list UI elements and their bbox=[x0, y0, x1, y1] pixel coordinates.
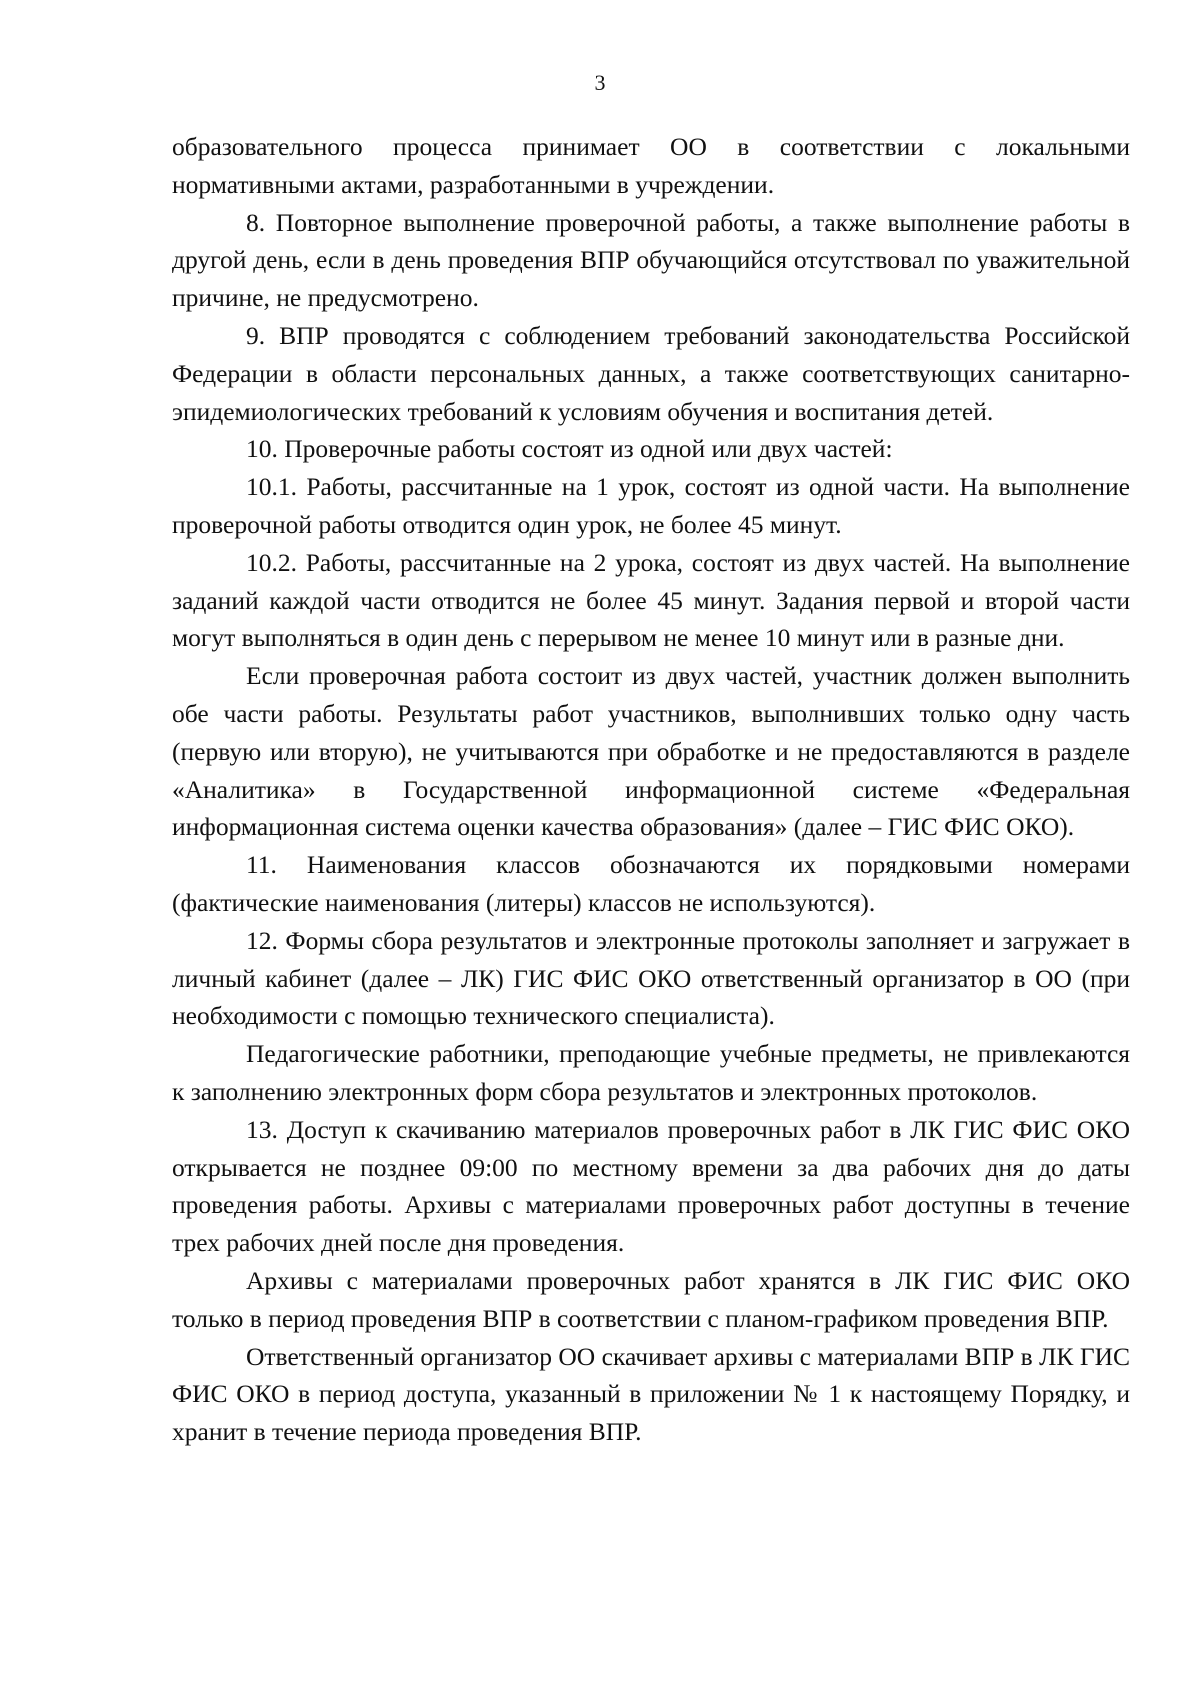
paragraph-item-10-2: 10.2. Работы, рассчитанные на 2 урока, состоят из двух частей. На выполнение заданий каждой части отводится не более 45 минут. Задания первой и второй части могут выполняться в один день с перерывом не менее 10 минут или в разные дни. bbox=[172, 547, 1130, 653]
paragraph-archives-storage: Архивы с материалами проверочных работ хранятся в ЛК ГИС ФИС ОКО только в период проведения ВПР в соответствии с планом-графиком проведения ВПР. bbox=[172, 1265, 1130, 1333]
paragraph-item-8: 8. Повторное выполнение проверочной работы, а также выполнение работы в другой день, если в день проведения ВПР обучающийся отсутствовал по уважительной причине, не предусмотрено. bbox=[172, 207, 1130, 313]
paragraph-archives-download: Ответственный организатор ОО скачивает архивы с материалами ВПР в ЛК ГИС ФИС ОКО в период доступа, указанный в приложении № 1 к настоящему Порядку, и хранит в течение периода проведения ВПР. bbox=[172, 1341, 1130, 1447]
paragraph-item-11: 11. Наименования классов обозначаются их порядковыми номерами (фактические наименования (литеры) классов не используются). bbox=[172, 850, 1130, 917]
paragraph-item-12: 12. Формы сбора результатов и электронные протоколы заполняет и загружает в личный кабинет (далее – ЛК) ГИС ФИС ОКО ответственный организатор в ОО (при необходимости с помощью технического специалиста). bbox=[172, 925, 1130, 1031]
paragraph-continuation: образовательного процесса принимает ОО в соответствии с локальными нормативными актами, разработанными в учреждении. bbox=[172, 132, 1130, 199]
paragraph-item-10: 10. Проверочные работы состоят из одной или двух частей: bbox=[246, 434, 893, 464]
paragraph-item-13: 13. Доступ к скачиванию материалов проверочных работ в ЛК ГИС ФИС ОКО открывается не позднее 09:00 по местному времени за два рабочих дня до даты проведения работы. Архивы с материалами проверочных работ доступны в течение трех рабочих дней после дня проведения. bbox=[172, 1114, 1130, 1258]
document-body bbox=[172, 128, 1130, 1451]
paragraph-two-parts-note: Если проверочная работа состоит из двух частей, участник должен выполнить обе части работы. Результаты работ участников, выполнивших только одну часть (первую или вторую), не учитываются при обработке и не предоставляются в разделе «Аналитика» в Государственной информационной системе «Федеральная информационная система оценки качества образования» (далее – ГИС ФИС ОКО). bbox=[172, 661, 1130, 842]
page-number: 3 bbox=[594, 70, 606, 95]
paragraph-item-10-1: 10.1. Работы, рассчитанные на 1 урок, состоят из одной части. На выполнение проверочной работы отводится один урок, не более 45 минут. bbox=[172, 472, 1130, 539]
paragraph-item-9: 9. ВПР проводятся с соблюдением требований законодательства Российской Федерации в области персональных данных, а также соответствующих санитарно-эпидемиологических требований к условиям обучения и воспитания детей. bbox=[172, 320, 1130, 426]
paragraph-teachers-note: Педагогические работники, преподающие учебные предметы, не привлекаются к заполнению электронных форм сбора результатов и электронных протоколов. bbox=[172, 1039, 1130, 1106]
